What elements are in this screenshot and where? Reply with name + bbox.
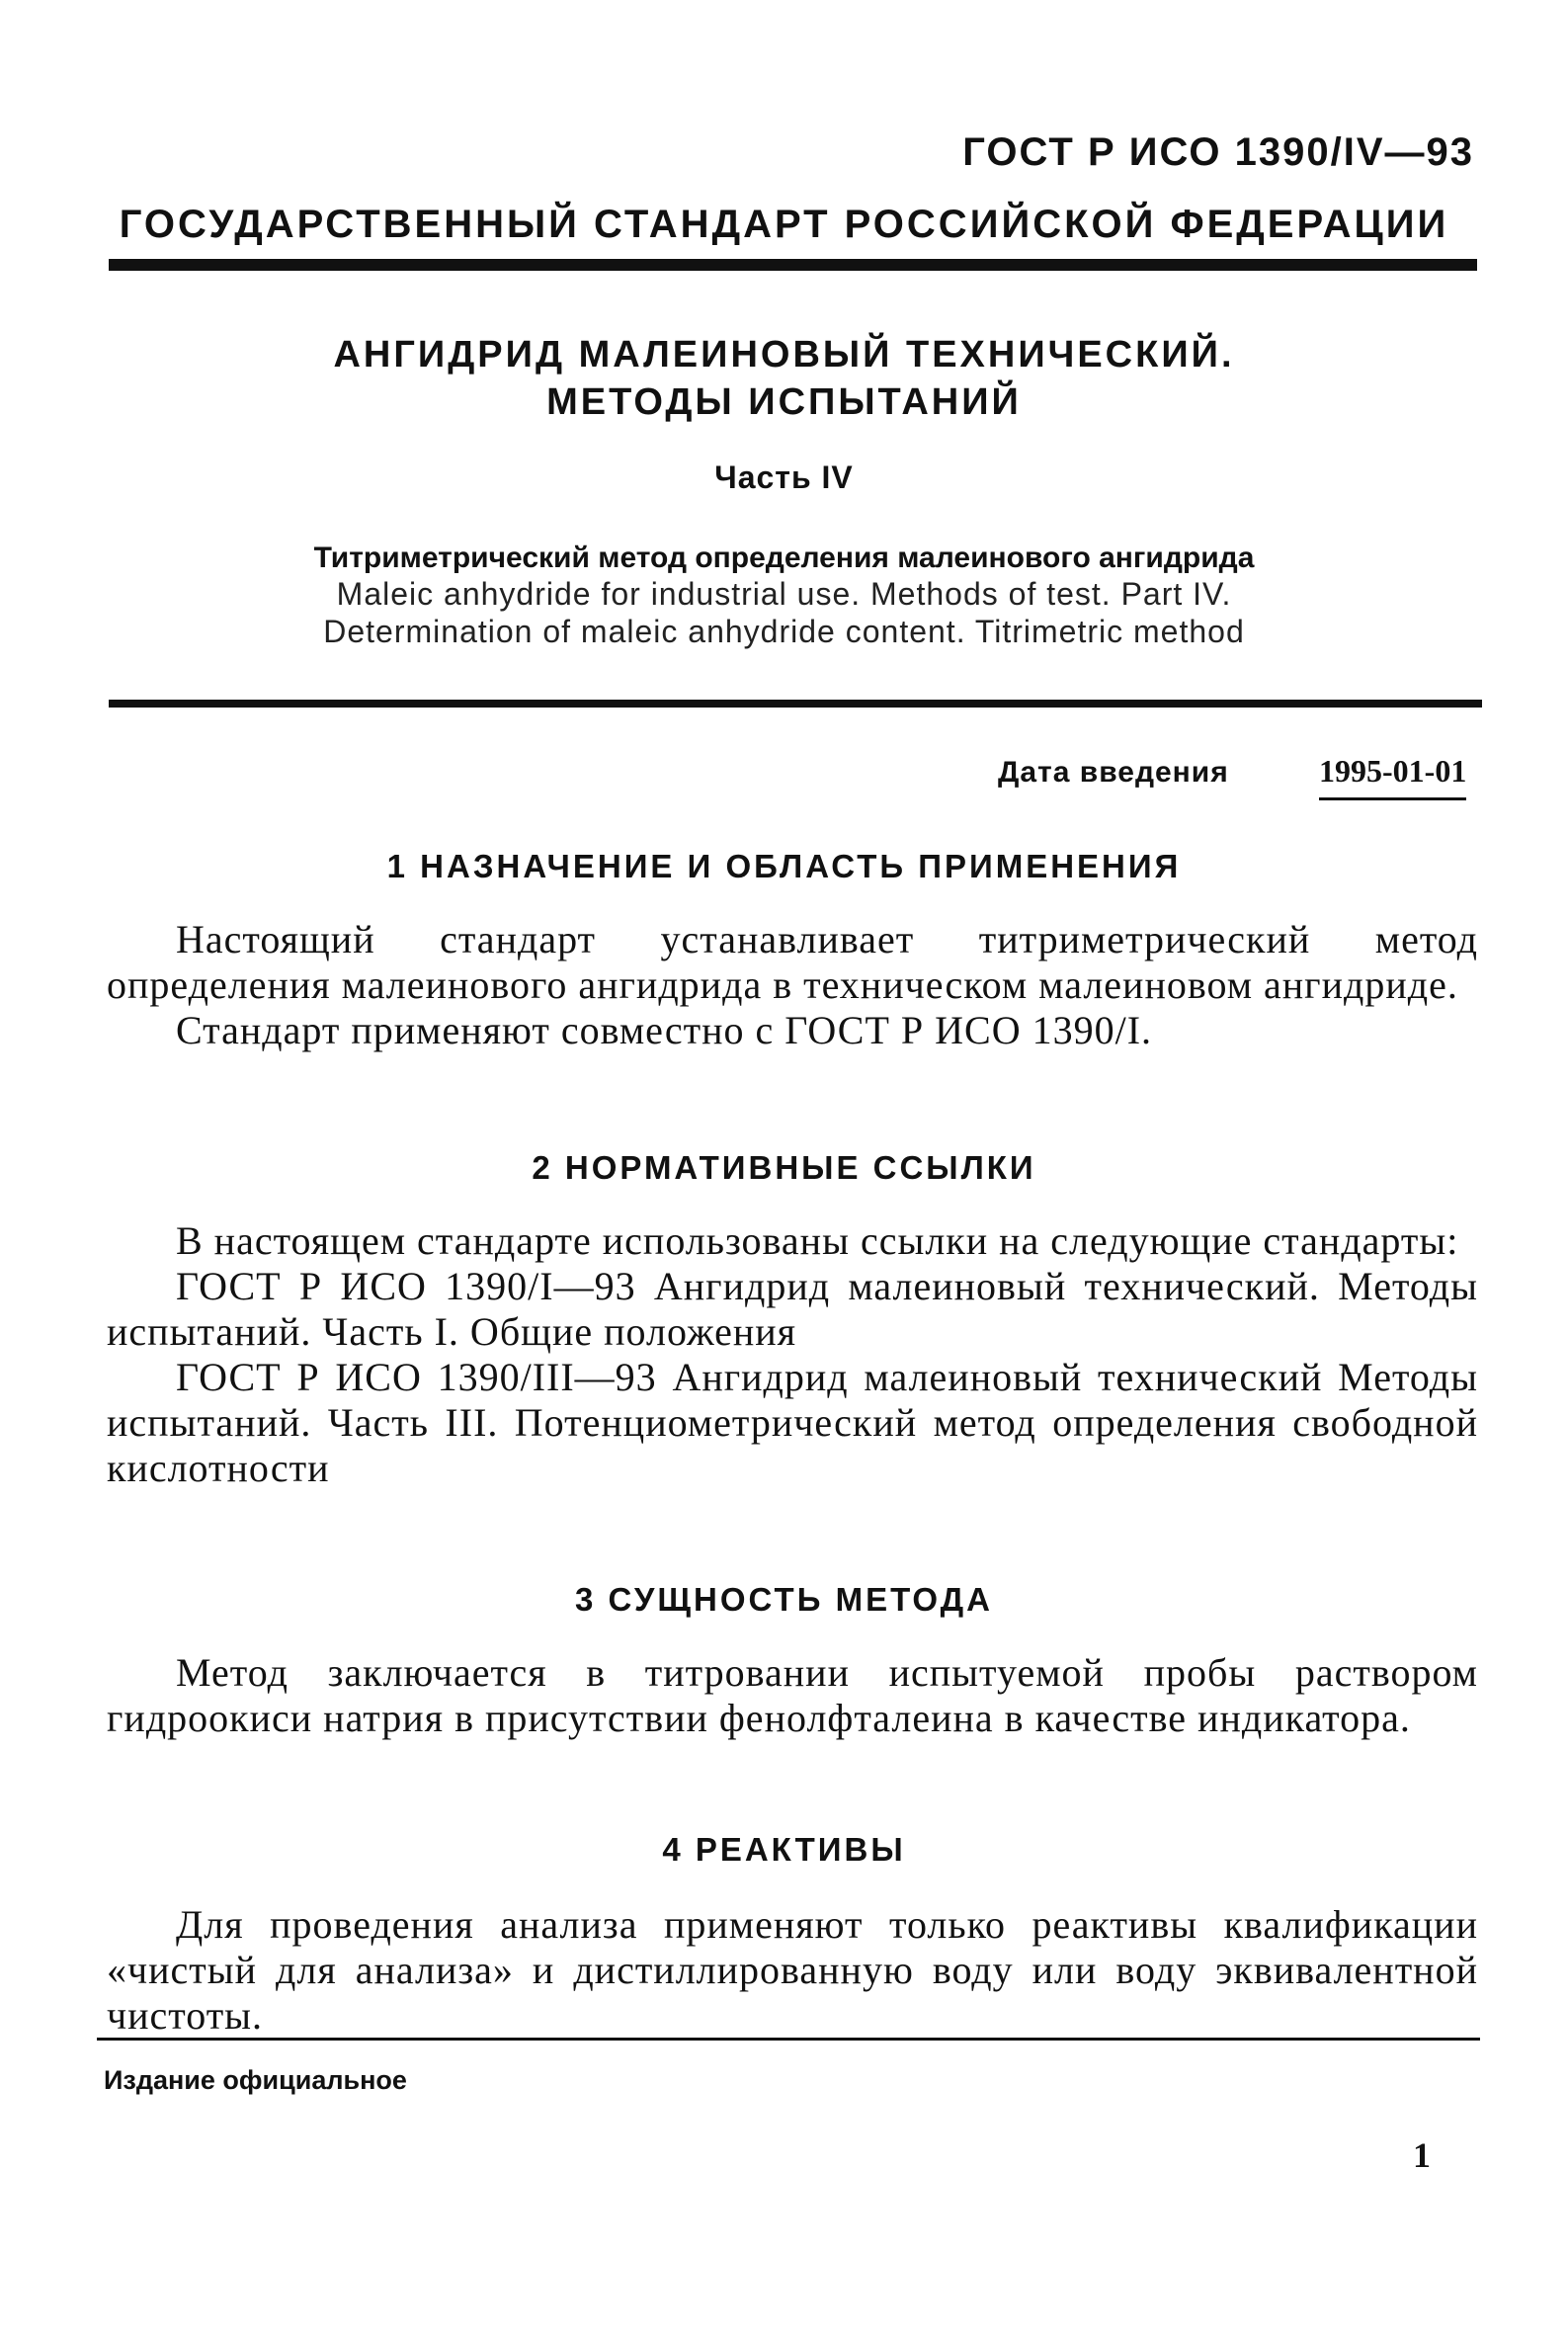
subtitle-english (0, 575, 1568, 650)
section-2-paragraph-1: В настоящем стандарте использованы ссылки на следующие стандарты: (176, 1218, 1459, 1263)
state-standard-title: ГОСУДАРСТВЕННЫЙ СТАНДАРТ РОССИЙСКОЙ ФЕДЕРАЦИИ (119, 203, 1449, 246)
document-title (0, 331, 1568, 426)
section-4-body (107, 1902, 1478, 2039)
section-3-heading: 3 СУЩНОСТЬ МЕТОДА (574, 1581, 994, 1618)
section-1-heading: 1 НАЗНАЧЕНИЕ И ОБЛАСТЬ ПРИМЕНЕНИЯ (386, 848, 1182, 884)
part-label: Часть IV (714, 459, 854, 495)
section-2-body (107, 1218, 1478, 1491)
section-1-paragraph-1: Настоящий стандарт устанавливает титриметрический метод определения малеинового ангидрида в техническом малеиновом ангидриде. (107, 917, 1478, 1007)
section-1-paragraph-2: Стандарт применяют совместно с ГОСТ Р ИСО 1390/I. (176, 1008, 1153, 1052)
footer-divider (97, 2038, 1480, 2041)
section-3-body (107, 1650, 1478, 1741)
section-4-heading: 4 РЕАКТИВЫ (662, 1831, 906, 1868)
title-divider (109, 700, 1482, 708)
section-2-paragraph-3: ГОСТ Р ИСО 1390/III—93 Ангидрид малеиновый технический Методы испытаний. Часть III. Потенциометрический метод определения свободной кислотности (107, 1355, 1478, 1490)
effective-date-label: Дата введения (998, 756, 1229, 789)
header-divider (109, 259, 1477, 271)
section-2-heading: 2 НОРМАТИВНЫЕ ССЫЛКИ (532, 1149, 1036, 1186)
section-1-body (107, 917, 1478, 1053)
section-3-paragraph-1: Метод заключается в титровании испытуемой пробы раствором гидроокиси натрия в присутствии фенолфталеина в качестве индикатора. (107, 1650, 1478, 1740)
subtitle-russian: Титриметрический метод определения малеинового ангидрида (313, 542, 1255, 574)
official-edition-label: Издание официальное (104, 2065, 407, 2095)
document-code: ГОСТ Р ИСО 1390/IV—93 (962, 130, 1474, 174)
section-4-paragraph-1: Для проведения анализа применяют только реактивы квалификации «чистый для анализа» и дистиллированную воду или воду эквивалентной чистоты. (107, 1902, 1478, 2038)
title-line-1: АНГИДРИД МАЛЕИНОВЫЙ ТЕХНИЧЕСКИЙ. (333, 334, 1235, 375)
effective-date-value: 1995-01-01 (1319, 753, 1466, 800)
page-number: 1 (1413, 2135, 1431, 2175)
subtitle-english-line-1: Maleic anhydride for industrial use. Methods of test. Part IV. (336, 576, 1232, 612)
title-line-2: МЕТОДЫ ИСПЫТАНИЙ (546, 381, 1022, 423)
subtitle-english-line-2: Determination of maleic anhydride content. Titrimetric method (323, 614, 1245, 649)
section-2-paragraph-2: ГОСТ Р ИСО 1390/I—93 Ангидрид малеиновый технический. Методы испытаний. Часть I. Общие положения (107, 1264, 1478, 1354)
